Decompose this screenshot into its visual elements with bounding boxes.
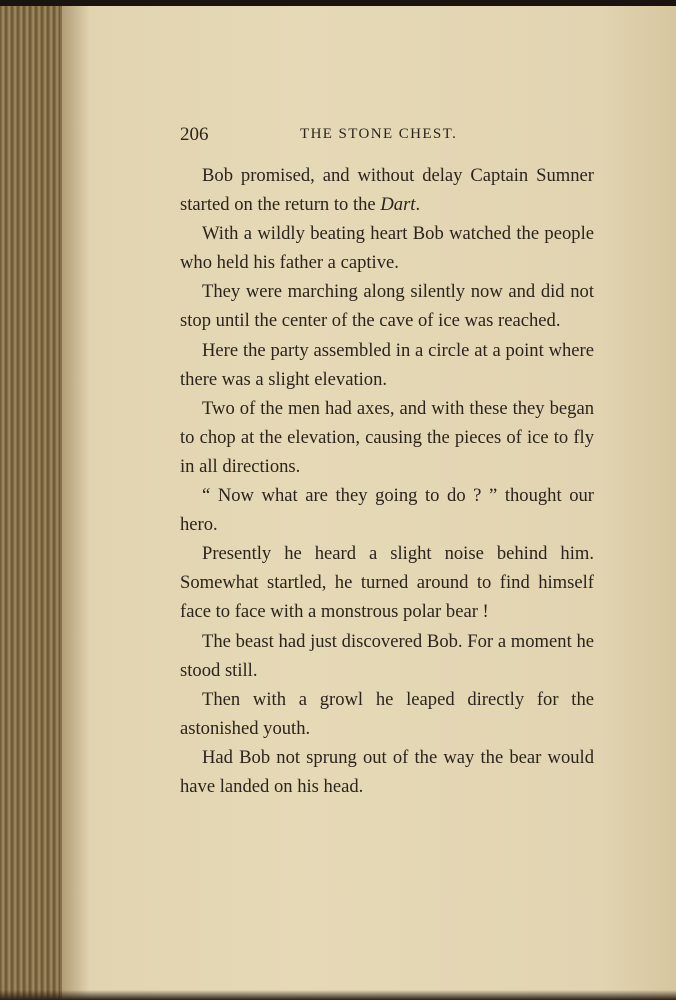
paragraph: The beast had just discovered Bob. For a moment he stood still.: [180, 630, 594, 681]
paragraph: Had Bob not sprung out of the way the bear would have landed on his head.: [180, 746, 594, 797]
book-page: [0, 6, 676, 1000]
paragraph: “ Now what are they going to do ? ” thought our hero.: [180, 485, 594, 536]
page-bottom-shadow: [0, 990, 676, 1000]
paragraph: Bob promised, and without delay Captain Sumner started on the return to the Dart.: [180, 165, 594, 216]
paragraph: Presently he heard a slight noise behind him. Somewhat startled, he turned around to find himself face to face with a monstrous polar bear !: [180, 543, 594, 623]
page-header: [180, 118, 594, 148]
paragraph: Then with a growl he leaped directly for the astonished youth.: [180, 688, 594, 739]
page-number: 206: [180, 124, 209, 145]
paragraph: Two of the men had axes, and with these they began to chop at the elevation, causing the pieces of ice to fly in all directions.: [180, 397, 594, 477]
paragraph: Here the party assembled in a circle at a point where there was a slight elevation.: [180, 339, 594, 390]
paragraph: With a wildly beating heart Bob watched the people who held his father a captive.: [180, 223, 594, 274]
running-head: THE STONE CHEST.: [300, 126, 458, 142]
body-text: [180, 161, 594, 801]
paragraph: They were marching along silently now and did not stop until the center of the cave of ice was reached.: [180, 281, 594, 332]
page-gutter-edge: [0, 6, 62, 1000]
